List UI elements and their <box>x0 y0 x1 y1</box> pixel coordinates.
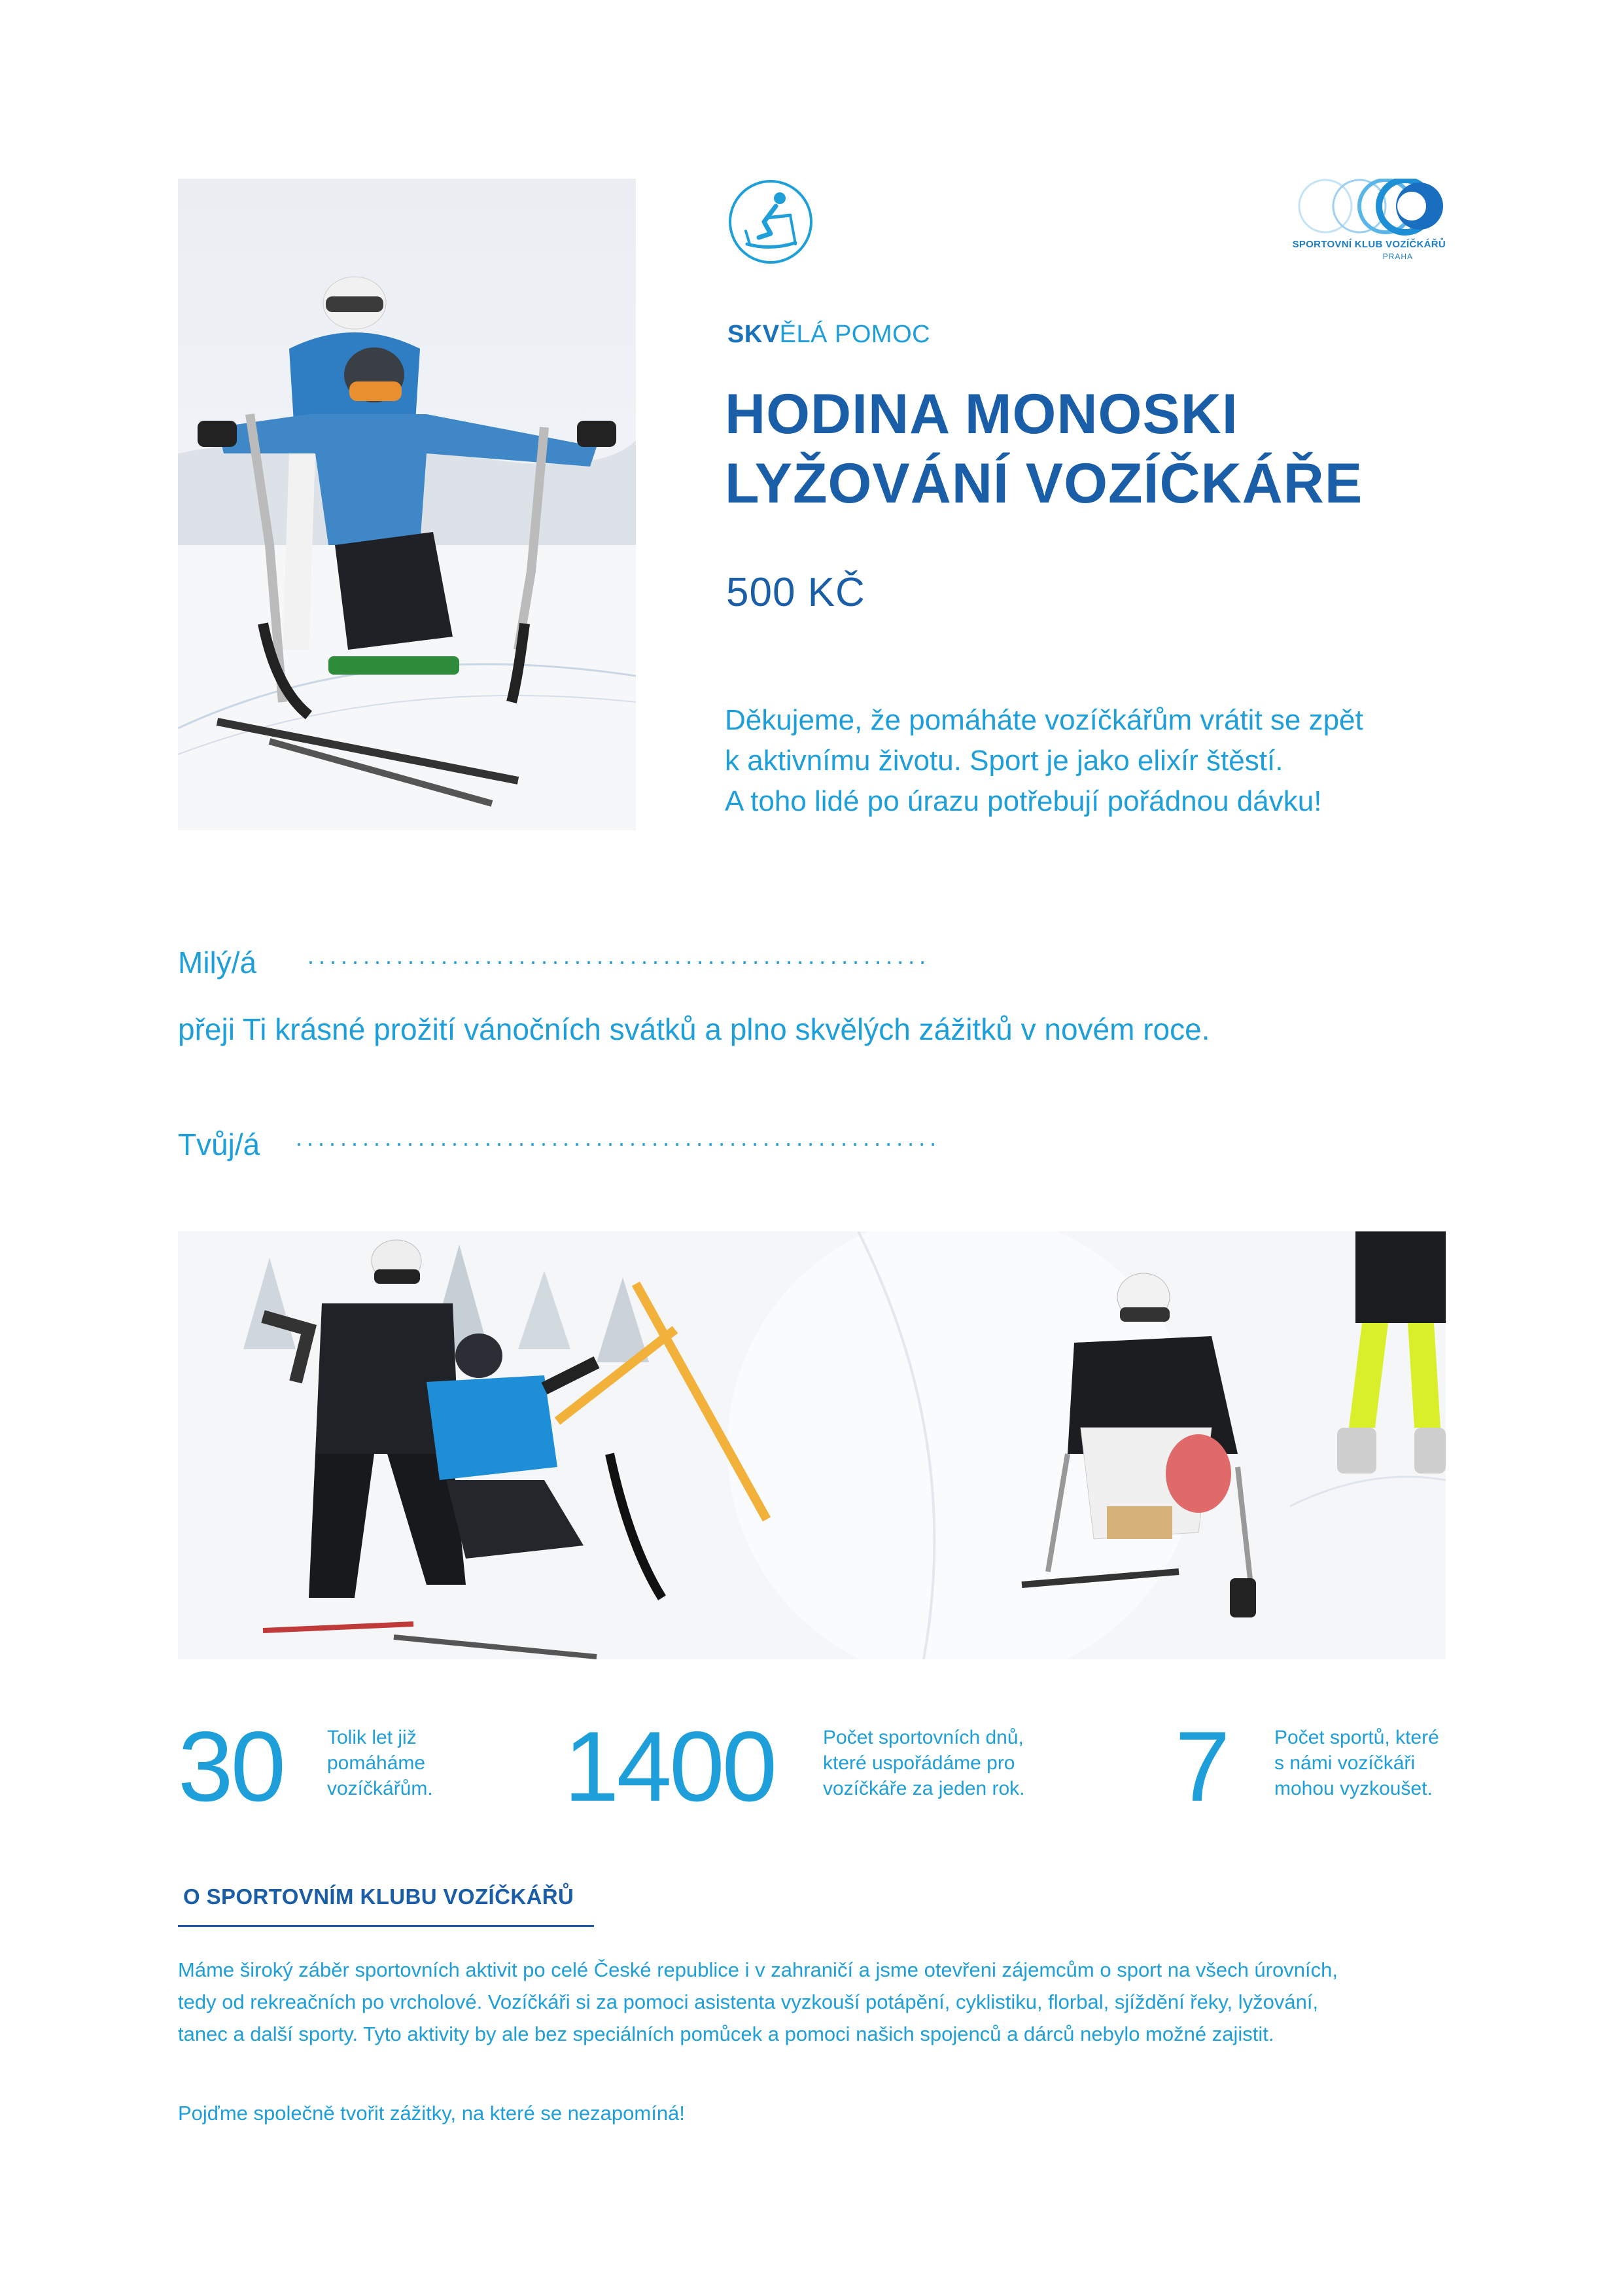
stat-sports-desc <box>1274 1725 1439 1801</box>
stat-years-line-2: pomáháme <box>327 1752 426 1774</box>
thanks-line-2: k aktivnímu životu. Sport je jako elixír štěstí. <box>725 745 1283 777</box>
stat-years-line-1: Tolik let již <box>327 1727 417 1748</box>
closing-text: Pojďme společně tvořit zážitky, na které se nezapomíná! <box>178 2102 685 2125</box>
activity-photo-illustration <box>178 1231 1446 1659</box>
stat-sports-line-3: mohou vyzkoušet. <box>1274 1778 1433 1799</box>
dear-label: Milý/á <box>178 945 257 980</box>
about-heading-underline <box>178 1925 594 1927</box>
wish-text: přeji Ti krásné prožití vánočních svátků a plno skvělých zážitků v novém roce. <box>178 1012 1210 1046</box>
thanks-text <box>725 700 1477 822</box>
stat-days-line-2: které uspořádáme pro <box>823 1752 1015 1774</box>
hero-photo-illustration <box>178 179 636 830</box>
club-name: SPORTOVNÍ KLUB VOZÍČKÁŘŮ <box>1292 239 1446 250</box>
tagline-rest: ĚLÁ POMOC <box>779 321 931 348</box>
stat-days-line-1: Počet sportovních dnů, <box>823 1727 1024 1748</box>
about-line-1: Máme široký záběr sportovních aktivit po celé České republice i v zahraničí a jsme otevřeni zájemcům o sport na všech úrovních, <box>178 1958 1338 1981</box>
stat-sports-line-1: Počet sportů, které <box>1274 1727 1439 1748</box>
tagline <box>727 321 930 349</box>
title-line-2: LYŽOVÁNÍ VOZÍČKÁŘE <box>725 452 1363 515</box>
about-line-3: tanec a další sporty. Tyto aktivity by ale bez speciálních pomůcek a pomoci našich spojenců a dárců nebylo možné zajistit. <box>178 2022 1274 2045</box>
hero-photo <box>178 179 636 830</box>
stat-days-desc <box>823 1725 1024 1801</box>
thanks-line-3: A toho lidé po úrazu potřebují pořádnou dávku! <box>725 785 1322 817</box>
about-paragraph <box>178 1954 1454 2050</box>
yours-fill-line: .......................................................... <box>296 1124 941 1151</box>
voucher-price: 500 KČ <box>726 570 865 615</box>
club-logo <box>1274 179 1446 264</box>
stat-years-number: 30 <box>178 1711 284 1822</box>
stat-days-number: 1400 <box>564 1711 775 1822</box>
club-city: PRAHA <box>1382 252 1413 261</box>
stat-sports-number: 7 <box>1175 1711 1228 1822</box>
concentric-circles-icon <box>1274 179 1446 238</box>
stat-years-desc <box>327 1725 433 1801</box>
stat-years-line-3: vozíčkářům. <box>327 1778 433 1799</box>
voucher-title <box>725 380 1477 518</box>
about-heading: O SPORTOVNÍM KLUBU VOZÍČKÁŘŮ <box>183 1884 574 1909</box>
activity-photo <box>178 1231 1446 1659</box>
dear-fill-line: ........................................................ <box>307 942 931 969</box>
yours-label: Tvůj/á <box>178 1127 260 1161</box>
stat-days-line-3: vozíčkáře za jeden rok. <box>823 1778 1025 1799</box>
thanks-line-1: Děkujeme, že pomáháte vozíčkářům vrátit se zpět <box>725 704 1363 736</box>
about-line-2: tedy od rekreačních po vrcholové. Vozíčkáři si za pomoci asistenta vyzkouší potápění, cyklistiku, florbal, sjíždění řeky, lyžování, <box>178 1990 1319 2013</box>
monoski-logo-icon <box>727 179 814 265</box>
tagline-bold: SKV <box>727 321 780 348</box>
stat-sports-line-2: s námi vozíčkáři <box>1274 1752 1416 1774</box>
title-line-1: HODINA MONOSKI <box>725 383 1238 446</box>
